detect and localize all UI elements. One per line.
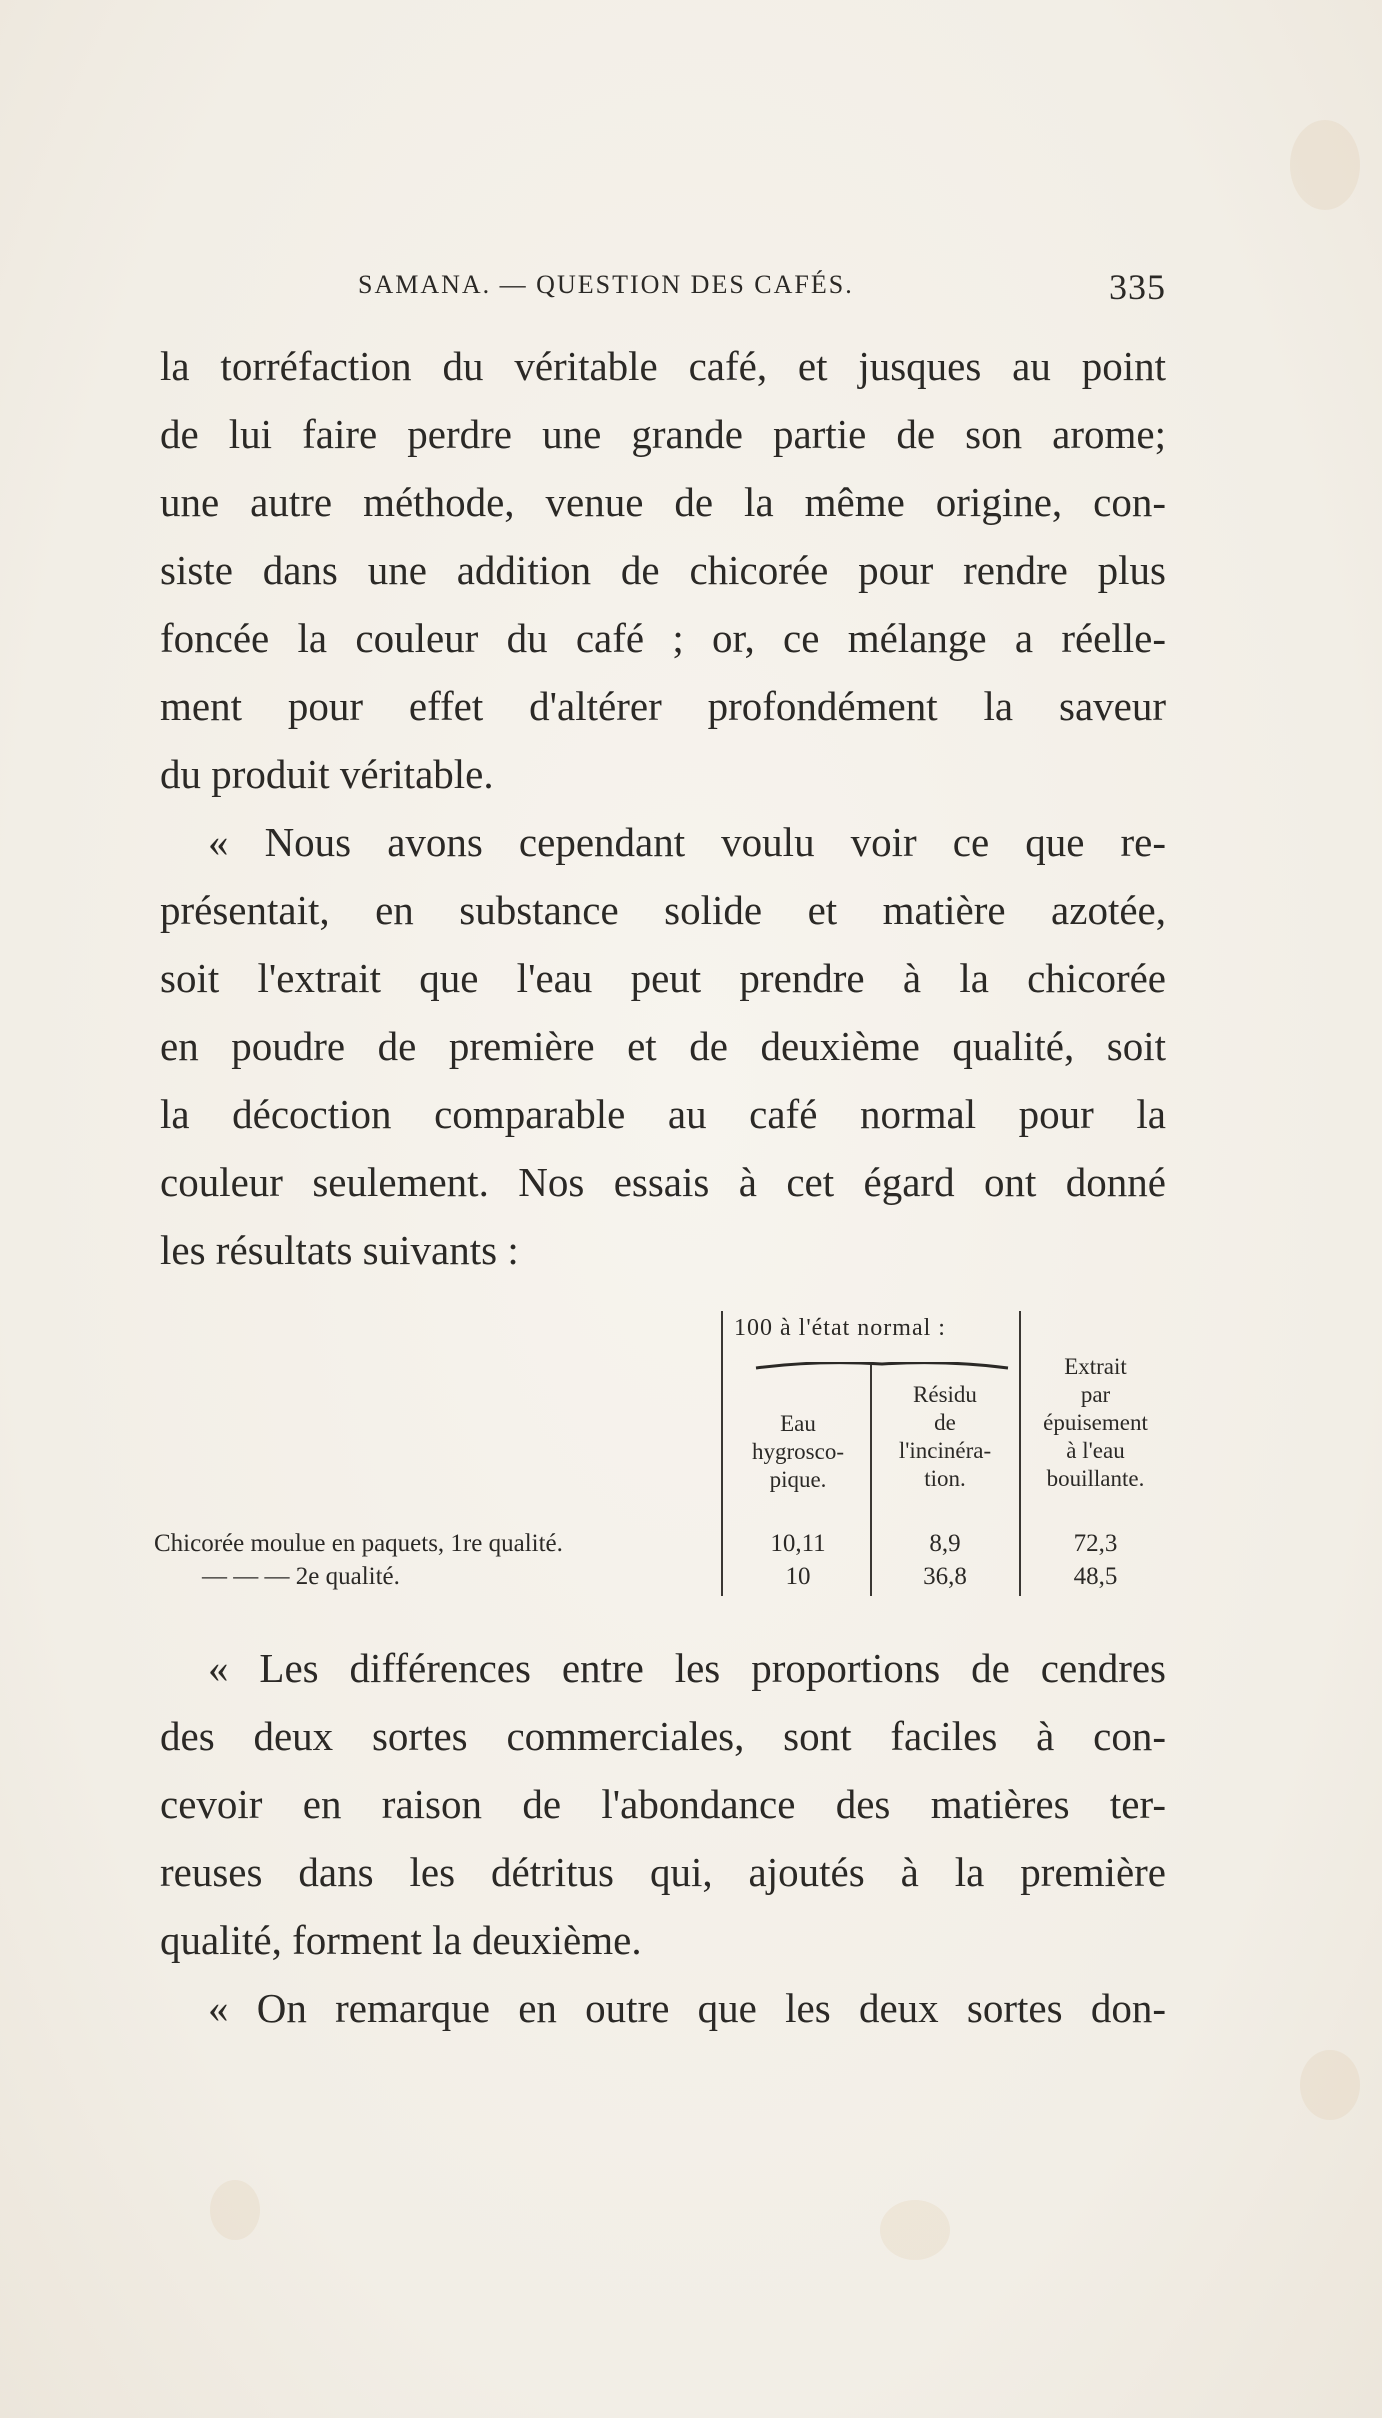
text-line: de lui faire perdre une grande partie de son arome; [160, 411, 1166, 457]
table-caption: 100 à l'état normal : [734, 1315, 946, 1341]
table-cell: 36,8 [923, 1563, 967, 1590]
foxing-stain [210, 2180, 260, 2240]
text-line: cevoir en raison de l'abondance des matières ter- [160, 1781, 1166, 1827]
table-cell: 48,5 [1073, 1563, 1118, 1590]
text-line: « On remarque en outre que les deux sortes don- [208, 1985, 1166, 2031]
column-header-line: Extrait [1064, 1354, 1127, 1379]
table-cell: 72,3 [1073, 1530, 1118, 1557]
column-header-line: tion. [924, 1466, 966, 1491]
column-header-line: à l'eau [1066, 1438, 1125, 1463]
column-header-line: de [934, 1410, 956, 1435]
results-table [154, 1305, 1170, 1595]
text-line: soit l'extrait que l'eau peut prendre à la chicorée [160, 955, 1166, 1001]
column-header-line: par [1080, 1382, 1111, 1407]
running-title: SAMANA. — QUESTION DES CAFÉS. [358, 270, 854, 299]
text-line: « Les différences entre les proportions de cendres [208, 1645, 1166, 1691]
text-line: des deux sortes commerciales, sont faciles à con- [160, 1713, 1166, 1759]
header-brace [754, 1362, 1010, 1370]
column-header-extract [1021, 1353, 1170, 1493]
foxing-stain [880, 2200, 950, 2260]
text-line: la torréfaction du véritable café, et jusques au point [160, 343, 1166, 389]
column-header-line: l'incinéra- [898, 1438, 992, 1463]
paragraph-2 [160, 808, 1166, 1284]
text-line: couleur seulement. Nos essais à cet égard ont donné [160, 1159, 1166, 1205]
column-rule [721, 1311, 723, 1596]
text-line: foncée la couleur du café ; or, ce mélange a réelle- [160, 615, 1166, 661]
text-line: ment pour effet d'altérer profondément la saveur [160, 683, 1166, 729]
column-header-line: Eau [780, 1411, 816, 1436]
column-header-line: bouillante. [1046, 1466, 1145, 1491]
paragraph-3 [160, 1634, 1166, 1974]
column-header-line: pique. [769, 1467, 827, 1492]
running-header [358, 267, 1166, 310]
column-header-line: hygrosco- [752, 1439, 844, 1464]
column-header-line: Résidu [913, 1382, 977, 1407]
table-cell: 10,11 [770, 1530, 826, 1557]
table-cell: 8,9 [929, 1530, 961, 1557]
column-header-water [736, 1410, 860, 1494]
page-number: 335 [1109, 267, 1166, 307]
text-line: qualité, forment la deuxième. [160, 1917, 642, 1963]
paragraph-1 [160, 332, 1166, 808]
row-label: — — — 2e qualité. [202, 1563, 400, 1590]
foxing-stain [1290, 120, 1360, 210]
text-line: présentait, en substance solide et matière azotée, [160, 887, 1166, 933]
row-label: Chicorée moulue en paquets, 1re qualité. [154, 1530, 563, 1557]
text-line: reuses dans les détritus qui, ajoutés à la première [160, 1849, 1166, 1895]
text-line: la décoction comparable au café normal pour la [160, 1091, 1166, 1137]
text-line: « Nous avons cependant voulu voir ce que re- [208, 819, 1166, 865]
text-line: du produit véritable. [160, 751, 494, 797]
text-line: en poudre de première et de deuxième qualité, soit [160, 1023, 1166, 1069]
foxing-stain [1300, 2050, 1360, 2120]
column-header-line: épuisement [1043, 1410, 1148, 1435]
text-line: une autre méthode, venue de la même origine, con- [160, 479, 1166, 525]
column-header-residue [872, 1381, 1018, 1493]
paragraph-4 [160, 1974, 1166, 2042]
text-line: siste dans une addition de chicorée pour rendre plus [160, 547, 1166, 593]
text-line: les résultats suivants : [160, 1227, 519, 1273]
table-cell: 10 [785, 1563, 811, 1590]
